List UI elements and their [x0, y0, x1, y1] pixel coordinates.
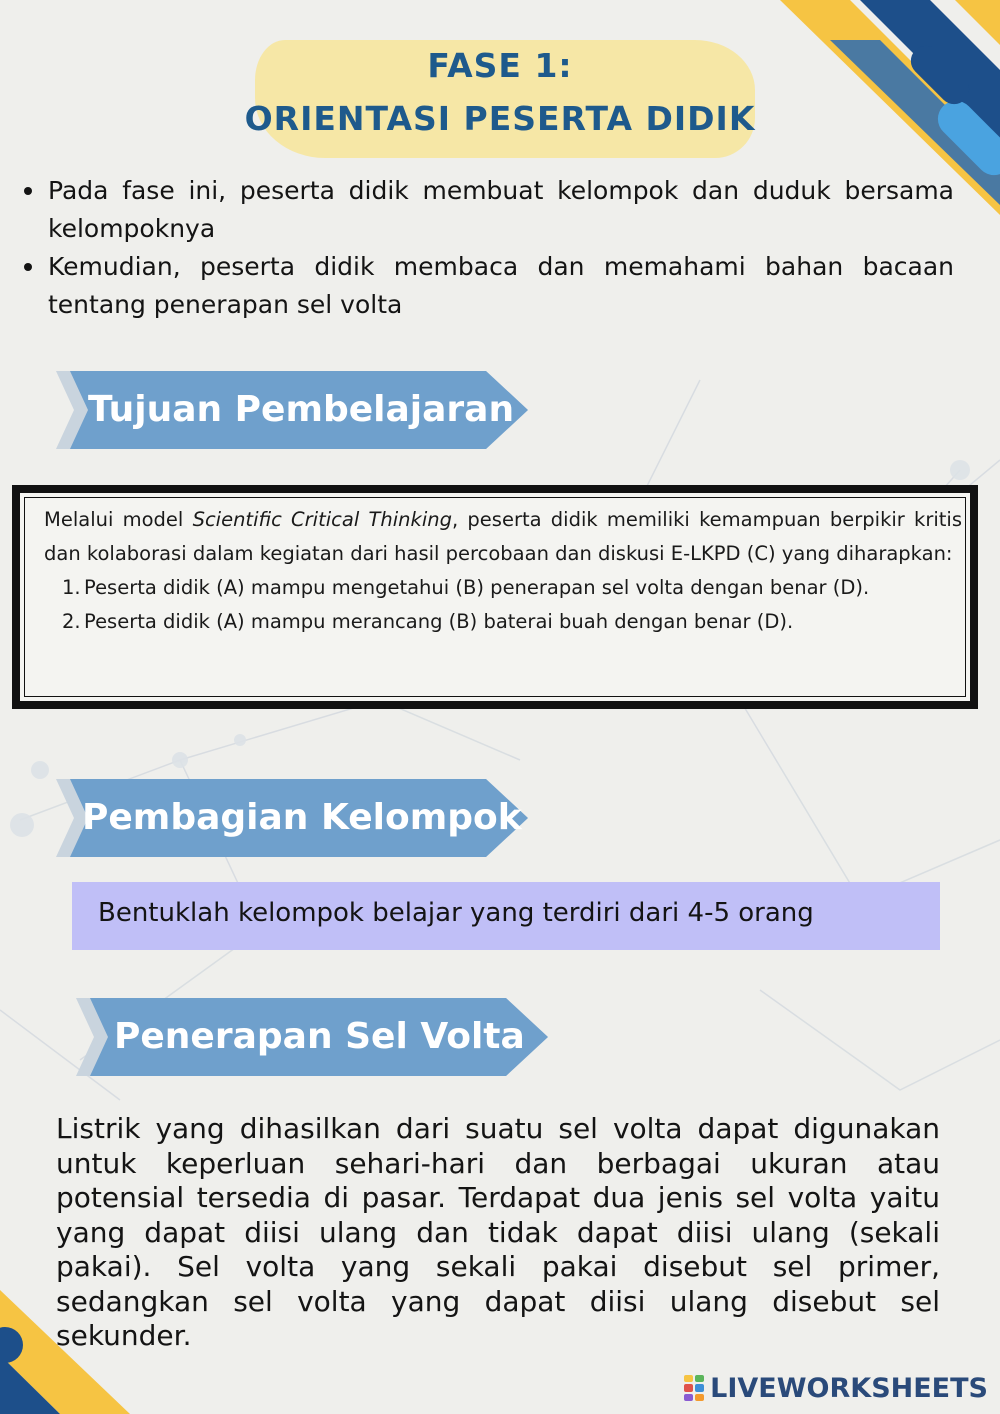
group-instruction-box: [72, 882, 940, 950]
banner-penerapan-sel-volta: [76, 998, 556, 1076]
objectives-list: [44, 571, 962, 639]
group-instruction-text: Bentuklah kelompok belajar yang terdiri dari 4-5 orang: [98, 898, 814, 928]
banner-tujuan-pembelajaran: [56, 371, 536, 449]
application-paragraph: Listrik yang dihasilkan dari suatu sel volta dapat digunakan untuk keperluan sehari-hari dan berbagai ukuran atau potensial tersedia di pasar. Terdapat dua jenis sel volta yaitu yang dapat diisi ulang dan tidak dapat diisi ulang (sekali pakai). Sel volta yang sekali pakai disebut sel primer, sedangkan sel volta yang dapat diisi ulang disebut sel sekunder.: [56, 1112, 940, 1352]
footer-logo: [684, 1370, 988, 1406]
objective-item: [44, 571, 962, 605]
objective-text: Peserta didik (A) mampu merancang (B) baterai buah dengan benar (D).: [84, 610, 794, 633]
section-heading-penerapan: Penerapan Sel Volta: [114, 1016, 525, 1057]
objective-text: Peserta didik (A) mampu mengetahui (B) penerapan sel volta dengan benar (D).: [84, 576, 870, 599]
intro-list: [22, 172, 954, 324]
objectives-text: [44, 503, 962, 639]
section-heading-tujuan: Tujuan Pembelajaran: [88, 389, 515, 430]
objectives-intro-before: Melalui model: [44, 508, 193, 531]
objectives-intro-after: , peserta didik memiliki kemampuan berpikir kritis dan kolaborasi dalam kegiatan dari hasil percobaan dan diskusi E-LKPD (C) yang diharapkan:: [44, 508, 962, 565]
intro-item: Kemudian, peserta didik membaca dan memahami bahan bacaan tentang penerapan sel volta: [22, 248, 954, 324]
page-title-line2: ORIENTASI PESERTA DIDIK: [244, 99, 756, 138]
page-title-line1: FASE 1:: [427, 46, 573, 85]
model-name: Scientific Critical Thinking: [192, 508, 452, 531]
objective-number: 2.: [62, 610, 81, 633]
banner-pembagian-kelompok: [56, 779, 536, 857]
intro-item: Pada fase ini, peserta didik membuat kelompok dan duduk bersama kelompoknya: [22, 172, 954, 248]
section-heading-kelompok: Pembagian Kelompok: [82, 797, 522, 838]
objective-item: [44, 605, 962, 639]
objective-number: 1.: [62, 576, 81, 599]
objectives-box: [12, 485, 978, 709]
brand-name: LIVEWORKSHEETS: [710, 1372, 988, 1404]
liveworksheets-logo-icon: [684, 1375, 704, 1401]
